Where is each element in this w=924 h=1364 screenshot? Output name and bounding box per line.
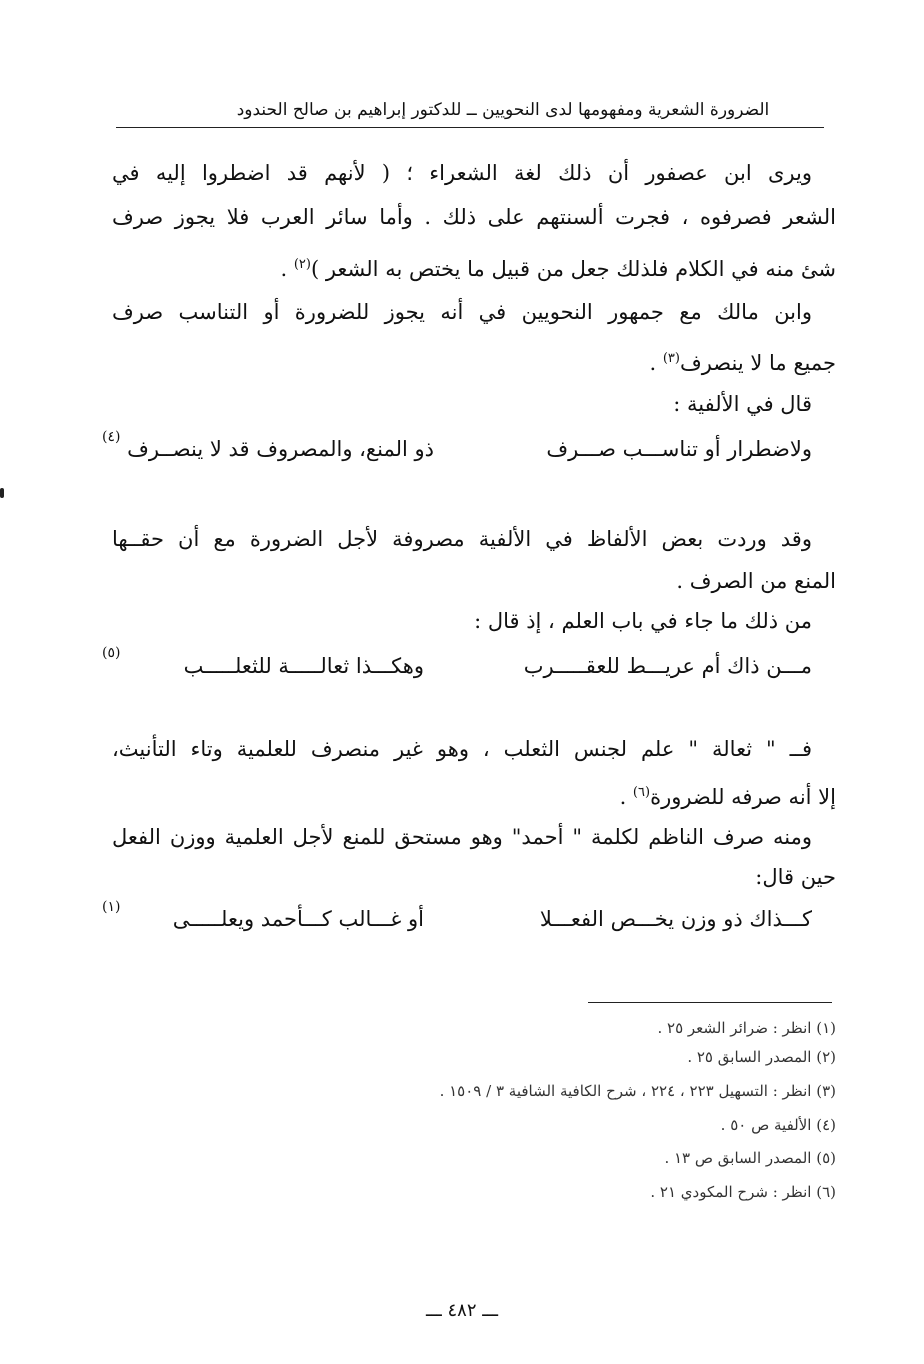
verse-2-second-hemistich: وهكـــذا ثعالـــــة للثعلـــــب: [183, 654, 424, 678]
running-header: الضرورة الشعرية ومفهومها لدى النحويين ــ للدكتور إبراهيم بن صالح الحندود: [236, 100, 770, 120]
verse-2-first-hemistich: مـــن ذاك أم عريـــط للعقـــــرب: [523, 654, 812, 678]
header-divider: [116, 127, 824, 128]
scan-edge-mark: [0, 488, 4, 498]
paragraph-4-line-1: وقد وردت بعض الألفاظ في الألفية مصروفة لأجل الضرورة مع أن حقــها: [112, 527, 812, 551]
verse-1-second-hemistich: ذو المنع، والمصروف قد لا ينصــرف: [127, 437, 434, 461]
footnote-2: (٢) المصدر السابق ٢٥ .: [687, 1048, 836, 1066]
verse-3-note-ref: (١): [102, 899, 121, 915]
paragraph-1-line-2: الشعر فصرفوه ، فجرت ألسنتهم على ذلك . وأما سائر العرب فلا يجوز صرف: [112, 205, 836, 229]
footnote-5: (٥) المصدر السابق ص ١٣ .: [664, 1149, 836, 1167]
footnote-ref-4: (٤): [102, 429, 121, 445]
verse-1-first-hemistich: ولاضطرار أو تناســـب صـــرف: [546, 437, 812, 461]
footnote-4: (٤) الألفية ص ٥٠ .: [720, 1116, 836, 1134]
paragraph-7-line-1: ومنه صرف الناظم لكلمة " أحمد" وهو مستحق للمنع لأجل العلمية ووزن الفعل: [112, 825, 812, 849]
paragraph-3-line-1: قال في الألفية :: [673, 392, 812, 416]
footnote-3: (٣) انظر : التسهيل ٢٢٣ ، ٢٢٤ ، شرح الكافية الشافية ٣ / ١٥٠٩ .: [439, 1082, 836, 1100]
footnote-ref-5: (٥): [102, 645, 121, 661]
verse-3-first-hemistich: كـــذاك ذو وزن يخـــص الفعـــلا: [539, 907, 812, 931]
paragraph-2-line-2-end: .: [649, 351, 663, 375]
page-number: ـــ ٤٨٢ ـــ: [425, 1300, 499, 1321]
paragraph-1-line-1: ويرى ابن عصفور أن ذلك لغة الشعراء ؛ ( لأنهم قد اضطروا إليه في: [112, 161, 812, 185]
paragraph-1-line-3: [280, 250, 836, 284]
paragraph-2-line-2-text: جميع ما لا ينصرف: [679, 351, 836, 375]
paragraph-6-line-1: فــ " ثعالة " علم لجنس الثعلب ، وهو غير منصرف للعلمية وتاء التأنيث،: [112, 737, 812, 761]
paragraph-5-line-1: من ذلك ما جاء في باب العلم ، إذ قال :: [474, 609, 812, 633]
paragraph-4-line-2: المنع من الصرف .: [676, 569, 836, 593]
footnote-1: (١) انظر : ضرائر الشعر ٢٥ .: [657, 1019, 836, 1037]
paragraph-6-line-2-end: .: [619, 785, 633, 809]
verse-3-second-hemistich: أو غـــالب كـــأحمد ويعلـــــى: [172, 907, 424, 931]
footnote-6: (٦) انظر : شرح المكودي ٢١ .: [650, 1183, 836, 1201]
footnote-ref-3: (٣): [662, 351, 680, 366]
paragraph-1-line-3-end: .: [280, 257, 294, 281]
paragraph-1-line-3-text: شئ منه في الكلام فلذلك جعل من قبيل ما يختص به الشعر ): [310, 257, 836, 281]
paragraph-6-line-2: [620, 778, 836, 812]
footnote-ref-6: (٦): [632, 785, 651, 800]
footnote-divider: [588, 1002, 832, 1003]
paragraph-2-line-2: [649, 344, 836, 378]
paragraph-6-line-2-text: إلا أنه صرفه للضرورة: [650, 785, 836, 809]
footnote-ref-2: (٢): [293, 257, 311, 272]
paragraph-7-line-2: حين قال:: [755, 865, 836, 889]
paragraph-2-line-1: وابن مالك مع جمهور النحويين في أنه يجوز للضرورة أو التناسب صرف: [112, 300, 812, 324]
